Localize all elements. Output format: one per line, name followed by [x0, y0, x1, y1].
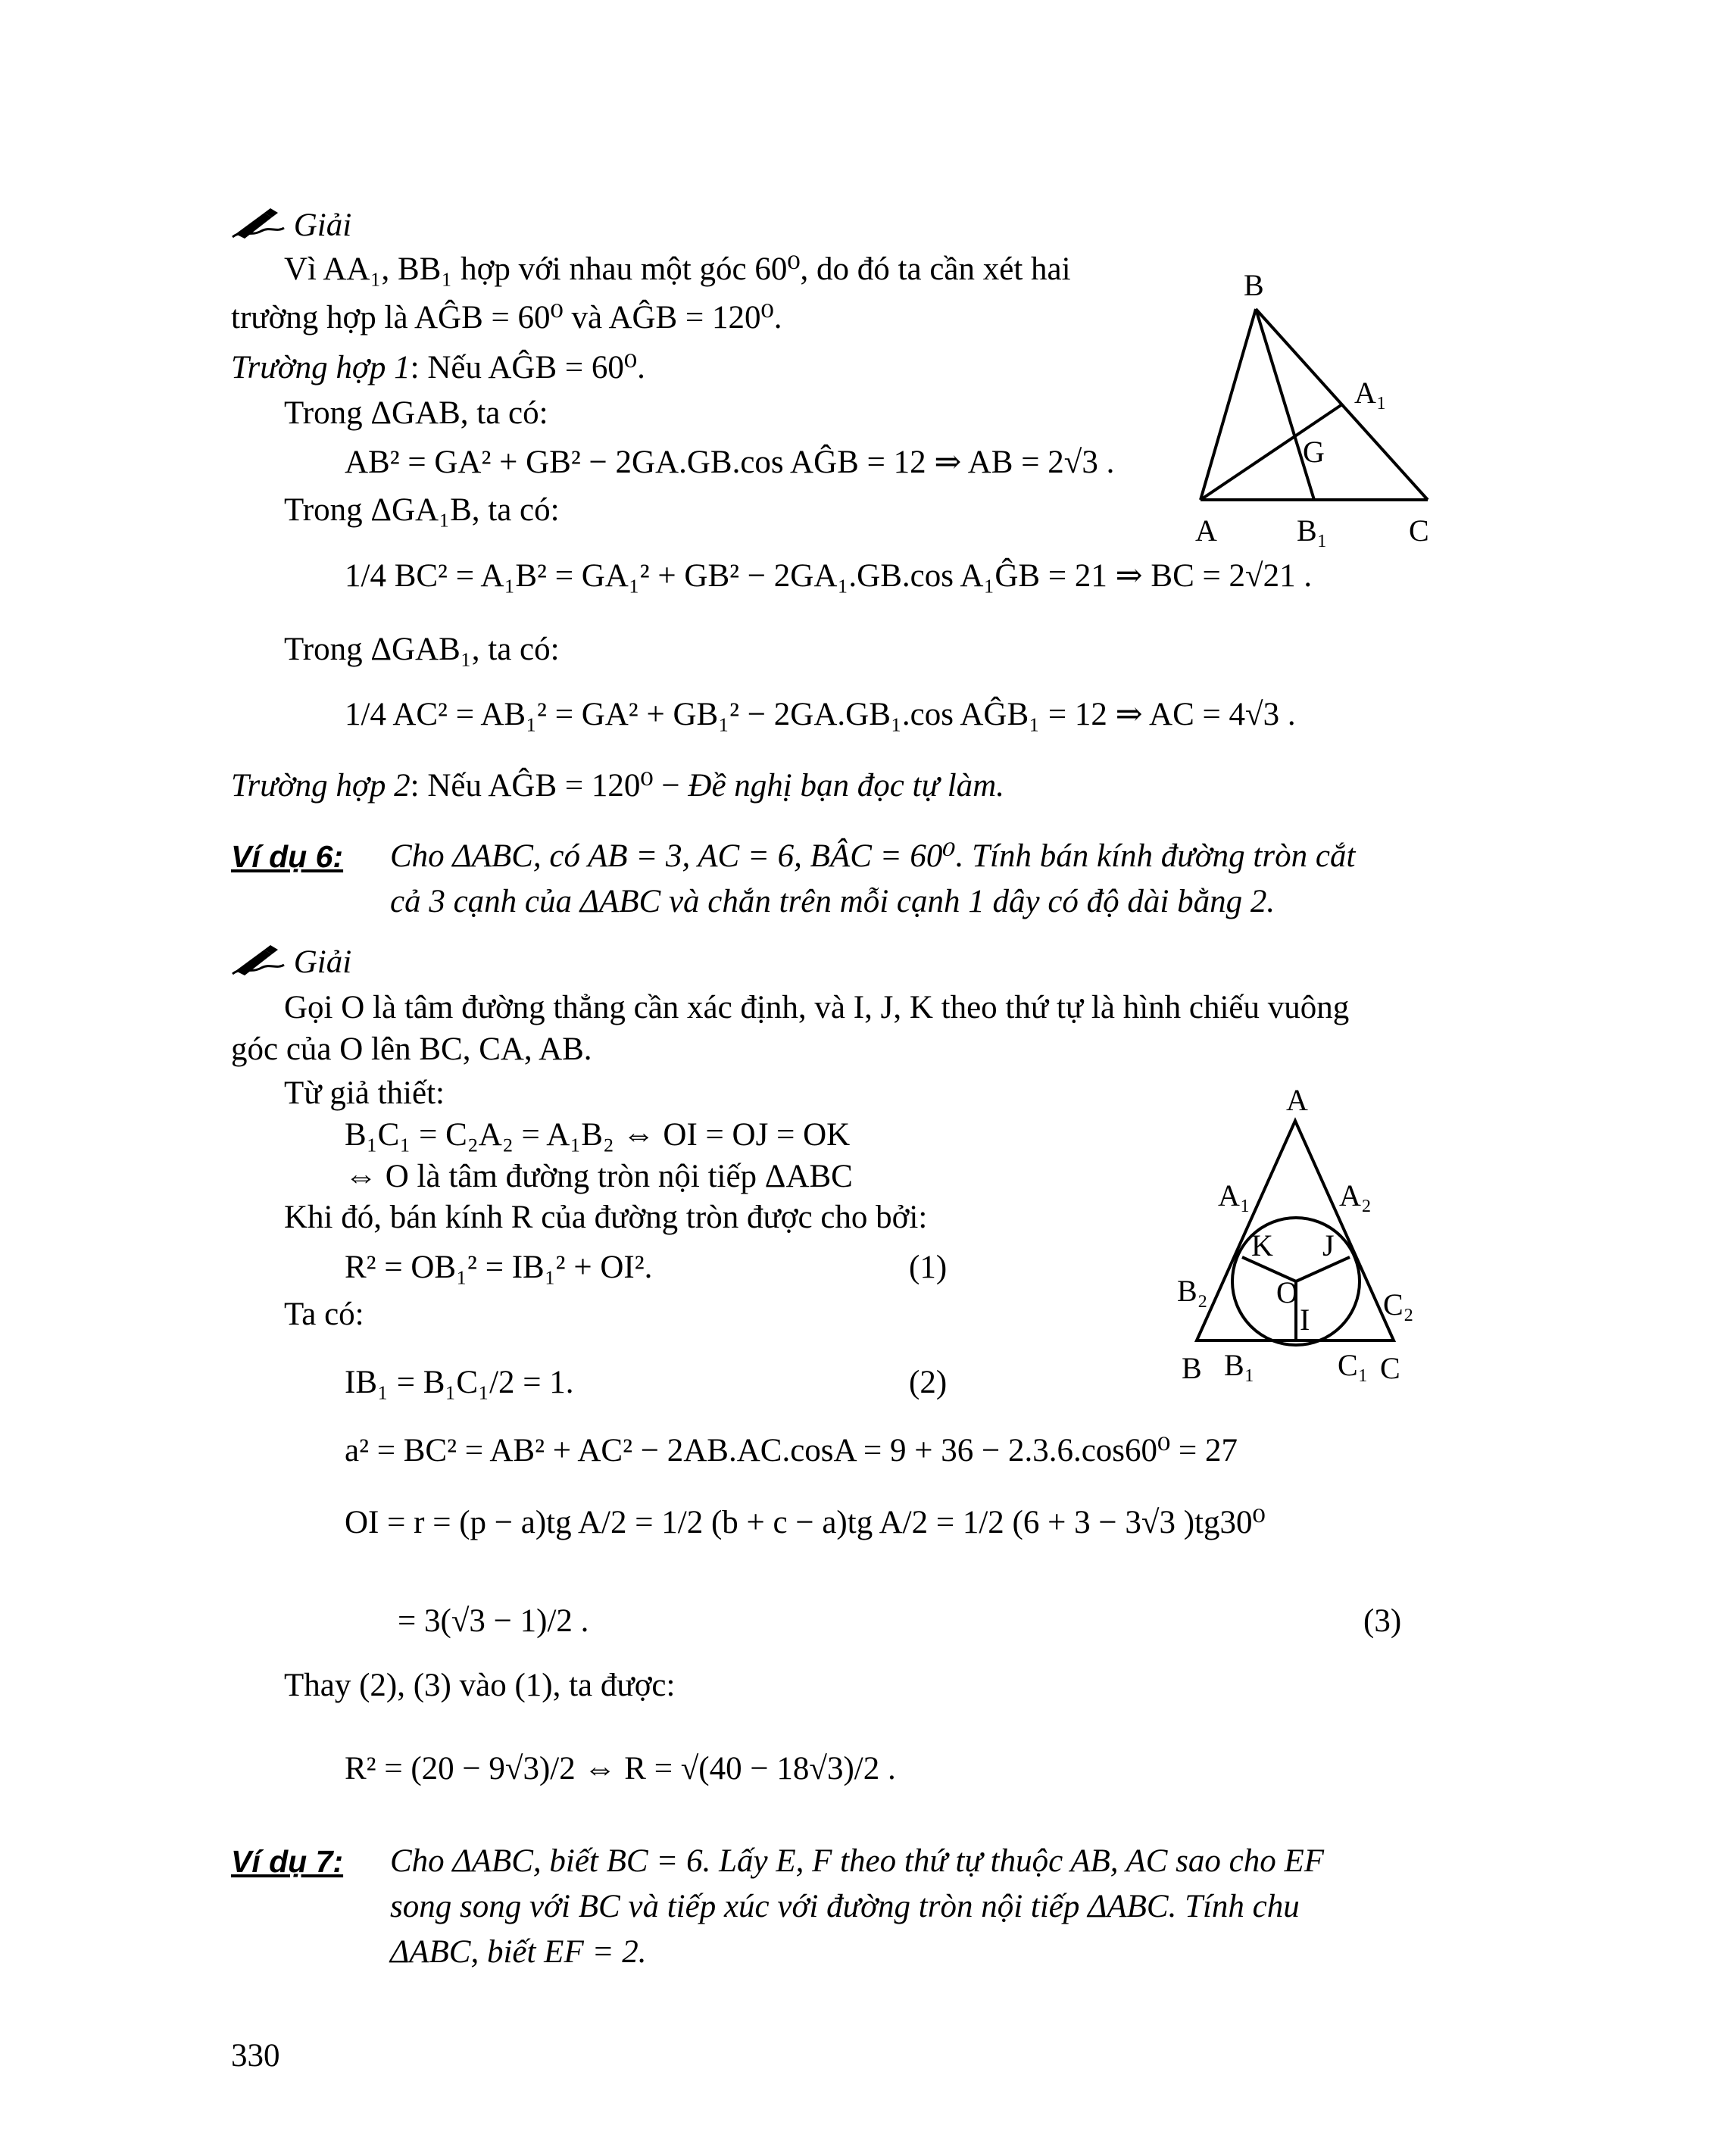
solution2-eq2: ⇔ O là tâm đường tròn nội tiếp ΔABC	[345, 1159, 853, 1194]
case1-text: : Nếu AĜB = 60⁰.	[410, 350, 645, 385]
case2-note: Đề nghị bạn đọc tự làm.	[688, 768, 1004, 804]
pencil-icon	[231, 944, 286, 987]
label-a1: A₁	[1218, 1178, 1250, 1212]
label-b1: B₁	[1224, 1348, 1255, 1382]
solution2-eq-oi: OI = r = (p − a)tg A/2 = 1/2 (b + c − a)tg A/2 = 1/2 (6 + 3 − 3√3 )tg30⁰	[345, 1505, 1266, 1540]
side-ab	[1201, 309, 1256, 500]
example7-line-1: Cho ΔABC, biết BC = 6. Lấy E, F theo thứ tự thuộc AB, AC sao cho EF	[390, 1843, 1324, 1879]
page-number: 330	[231, 2038, 280, 2074]
case2-text: : Nếu AĜB = 120⁰ −	[410, 768, 688, 804]
figure-incircle-triangle	[1166, 1083, 1454, 1401]
solution-heading-2: Giải	[231, 943, 351, 987]
triangle-ga1b-line: Trong ΔGA₁B, ta có:	[284, 492, 560, 528]
solution2-line-2: góc của O lên BC, CA, AB.	[231, 1031, 592, 1067]
intro-line-1: Vì AA₁, BB₁ hợp với nhau một góc 60⁰, do đó ta cần xét hai	[284, 251, 1071, 287]
label-j: J	[1322, 1228, 1335, 1262]
pencil-icon	[231, 207, 286, 250]
example6-line-1: Cho ΔABC, có AB = 3, AC = 6, BÂC = 60⁰. Tính bán kính đường tròn cắt	[390, 838, 1356, 874]
example7-label: Ví dụ 7:	[231, 1844, 344, 1879]
equation-ab: AB² = GA² + GB² − 2GA.GB.cos AĜB = 12 ⇒ AB = 2√3 .	[345, 445, 1115, 480]
label-c2: C₂	[1383, 1287, 1414, 1322]
label-b: B	[1182, 1351, 1202, 1385]
intro-line-2: trường hợp là AĜB = 60⁰ và AĜB = 120⁰.	[231, 300, 782, 335]
median-bb1	[1256, 309, 1314, 500]
equation-bc: 1/4 BC² = A₁B² = GA₁² + GB² − 2GA₁.GB.cos A₁ĜB = 21 ⇒ BC = 2√21 .	[345, 558, 1313, 594]
equation-ac: 1/4 AC² = AB₁² = GA² + GB₁² − 2GA.GB₁.cos AĜB₁ = 12 ⇒ AC = 4√3 .	[345, 697, 1296, 732]
example7-line-3: ΔABC, biết EF = 2.	[390, 1934, 647, 1970]
case1-title: Trường hợp 1	[231, 350, 411, 385]
figure-triangle-abc-centroid	[1182, 265, 1454, 553]
example6-line-2: cả 3 cạnh của ΔABC và chắn trên mỗi cạnh 1 dây có độ dài bằng 2.	[390, 884, 1275, 919]
label-o: O	[1276, 1275, 1298, 1309]
solution2-line-1: Gọi O là tâm đường thẳng cần xác định, và I, J, K theo thứ tự là hình chiếu vuông	[284, 990, 1350, 1025]
label-a: A	[1286, 1083, 1308, 1117]
solution2-we-have: Ta có:	[284, 1297, 364, 1332]
label-c: C	[1380, 1351, 1400, 1385]
solution2-eq-oi2: = 3(√3 − 1)/2 .	[398, 1603, 589, 1639]
solution-heading-1: Giải	[231, 206, 351, 250]
label-k: K	[1251, 1228, 1273, 1262]
label-i: I	[1300, 1303, 1310, 1337]
tag-1: (1)	[909, 1250, 948, 1285]
triangle-gab-line: Trong ΔGAB, ta có:	[284, 395, 548, 431]
label-a: A	[1195, 513, 1217, 548]
example7-line-2: song song với BC và tiếp xúc với đường tròn nội tiếp ΔABC. Tính chu	[390, 1889, 1300, 1924]
case1-line	[231, 348, 645, 388]
label-a1: A₁	[1354, 376, 1387, 410]
triangle-gab1-line: Trong ΔGAB₁, ta có:	[284, 632, 560, 667]
solution2-eq-a2: a² = BC² = AB² + AC² − 2AB.AC.cosA = 9 + 36 − 2.3.6.cos60⁰ = 27	[345, 1433, 1238, 1468]
label-b1: B₁	[1297, 513, 1328, 548]
label-c: C	[1409, 513, 1429, 548]
label-a2: A₂	[1339, 1178, 1372, 1212]
solution2-from: Từ giả thiết:	[284, 1075, 445, 1111]
solution2-eq-ib: IB₁ = B₁C₁/2 = 1.	[345, 1365, 574, 1400]
solution2-radius-intro: Khi đó, bán kính R của đường tròn được cho bởi:	[284, 1200, 928, 1235]
case2-line	[231, 766, 1004, 806]
example6-label: Ví dụ 6:	[231, 839, 344, 874]
case2-title: Trường hợp 2	[231, 768, 411, 804]
solution2-eq1: B₁C₁ = C₂A₂ = A₁B₂ ⇔ OI = OJ = OK	[345, 1117, 851, 1153]
solution2-eq-r: R² = OB₁² = IB₁² + OI².	[345, 1250, 653, 1285]
tag-3: (3)	[1363, 1603, 1402, 1639]
label-b2: B₂	[1177, 1274, 1208, 1308]
label-c1: C₁	[1338, 1348, 1369, 1382]
solution2-eq-final: R² = (20 − 9√3)/2 ⇔ R = √(40 − 18√3)/2 .	[345, 1751, 896, 1787]
tag-2: (2)	[909, 1365, 948, 1400]
label-g: G	[1303, 435, 1325, 469]
label-b: B	[1244, 268, 1264, 302]
solution2-substitute: Thay (2), (3) vào (1), ta được:	[284, 1668, 676, 1703]
